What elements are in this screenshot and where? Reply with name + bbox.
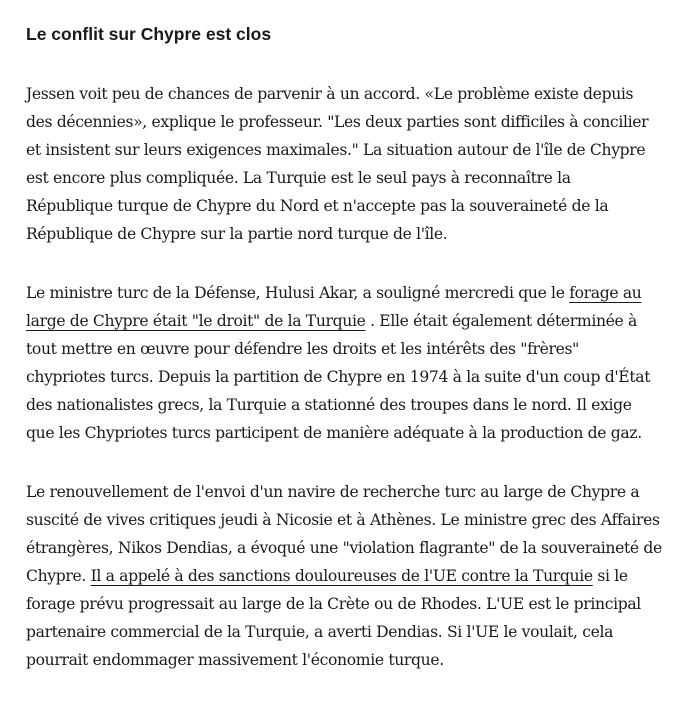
paragraph-3 [26, 478, 662, 674]
paragraph-2-text-after: . Elle était également déterminée à tout mettre en œuvre pour défendre les droits et les intérêts des "frères" chypriotes turcs. Depuis la partition de Chypre en 1974 à la suite d'un coup d'État des nationalistes grecs, la Turquie a stationné des troupes dans le nord. Il exige que les Chypriotes turcs participent de manière adéquate à la production de gaz. [26, 312, 651, 442]
drilling-right-link[interactable]: forage au large de Chypre était "le droit" de la Turquie [26, 284, 642, 330]
paragraph-3-text-before: Le renouvellement de l'envoi d'un navire de recherche turc au large de Chypre a suscité de vives critiques jeudi à Nicosie et à Athènes. Le ministre grec des Affaires étrangères, Nikos Dendias, a évoqué une "violation flagrante" de la souveraineté de Chypre. [26, 483, 662, 585]
paragraph-2 [26, 279, 662, 447]
article-body [26, 20, 662, 674]
paragraph-1: Jessen voit peu de chances de parvenir à un accord. «Le problème existe depuis des décennies», explique le professeur. "Les deux parties sont difficiles à concilier et insistent sur leurs exigences maximales." La situation autour de l'île de Chypre est encore plus compliquée. La Turquie est le seul pays à reconnaître la République turque de Chypre du Nord et n'accepte pas la souveraineté de la République de Chypre sur la partie nord turque de l'île. [26, 85, 649, 243]
section-heading: Le conflit sur Chypre est clos [26, 24, 272, 44]
paragraph-3-text-after: si le forage prévu progressait au large de la Crète ou de Rhodes. L'UE est le principal partenaire commercial de la Turquie, a averti Dendias. Si l'UE le voulait, cela pourrait endommager massivement l'économie turque. [26, 567, 641, 669]
paragraph-2-text-before: Le ministre turc de la Défense, Hulusi Akar, a souligné mercredi que le [26, 284, 570, 302]
eu-sanctions-link[interactable]: Il a appelé à des sanctions douloureuses de l'UE contre la Turquie [90, 567, 593, 585]
